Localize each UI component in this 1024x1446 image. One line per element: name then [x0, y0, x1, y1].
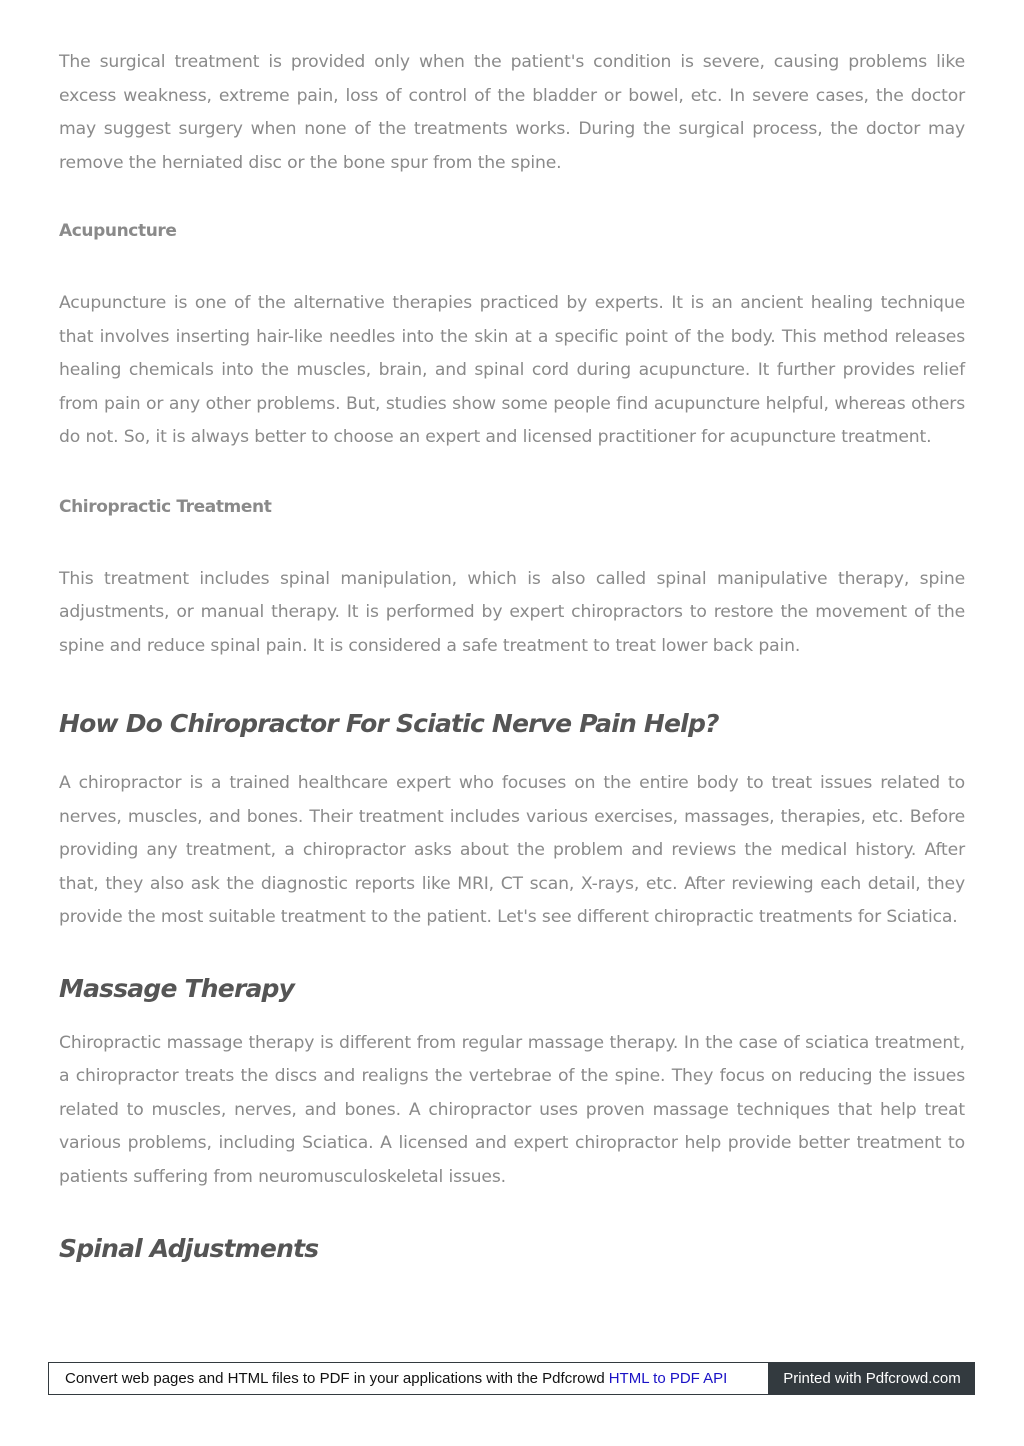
document-body [59, 46, 965, 1265]
paragraph-massage: Chiropractic massage therapy is different from regular massage therapy. In the case of sciatica treatment, a chiropractor treats the discs and realigns the vertebrae of the spine. They focus on reducing the issues related to muscles, nerves, and bones. A chiropractor uses proven massage techniques that help treat various problems, including Sciatica. A licensed and expert chiropractor help provide better treatment to patients suffering from neuromusculoskeletal issues. [59, 1032, 965, 1187]
paragraph-acupuncture: Acupuncture is one of the alternative therapies practiced by experts. It is an ancient healing technique that involves inserting hair-like needles into the skin at a specific point of the body. This method releases healing chemicals into the muscles, brain, and spinal cord during acupuncture. It further provides relief from pain or any other problems. But, studies show some people find acupuncture helpful, whereas others do not. So, it is always better to choose an expert and licensed practitioner for acupuncture treatment. [59, 293, 965, 447]
heading-spinal-adjustments: Spinal Adjustments [59, 1234, 319, 1263]
subheading-acupuncture: Acupuncture [59, 221, 177, 241]
html-to-pdf-api-link[interactable]: HTML to PDF API [608, 1370, 728, 1387]
paragraph-how-do: A chiropractor is a trained healthcare expert who focuses on the entire body to treat issues related to nerves, muscles, and bones. Their treatment includes various exercises, massages, therapies, etc. Before providing any treatment, a chiropractor asks about the problem and reviews the medical history. After that, they also ask the diagnostic reports like MRI, CT scan, X-rays, etc. After reviewing each detail, they provide the most suitable treatment to the patient. Let's see different chiropractic treatments for Sciatica. [59, 773, 965, 927]
heading-how-do-chiropractor: How Do Chiropractor For Sciatic Nerve Pain Help? [59, 709, 719, 738]
heading-massage-therapy: Massage Therapy [59, 973, 295, 1003]
subheading-chiropractic-treatment: Chiropractic Treatment [59, 496, 272, 517]
paragraph-surgical: The surgical treatment is provided only when the patient's condition is severe, causing problems like excess weakness, extreme pain, loss of control of the bladder or bowel, etc. In severe cases, the doctor may suggest surgery when none of the treatments works. During the surgical process, the doctor may remove the herniated disc or the bone spur from the spine. [59, 52, 965, 173]
footer-printed-text: Printed with Pdfcrowd.com [783, 1370, 961, 1387]
footer-text: Convert web pages and HTML files to PDF in your applications with the Pdfcrowd [65, 1370, 605, 1387]
footer-convert-notice [48, 1362, 769, 1395]
pdfcrowd-footer [48, 1362, 975, 1395]
paragraph-chiropractic: This treatment includes spinal manipulation, which is also called spinal manipulative therapy, spine adjustments, or manual therapy. It is performed by expert chiropractors to restore the movement of the spine and reduce spinal pain. It is considered a safe treatment to treat lower back pain. [59, 568, 965, 656]
footer-printed-with[interactable] [769, 1362, 975, 1395]
